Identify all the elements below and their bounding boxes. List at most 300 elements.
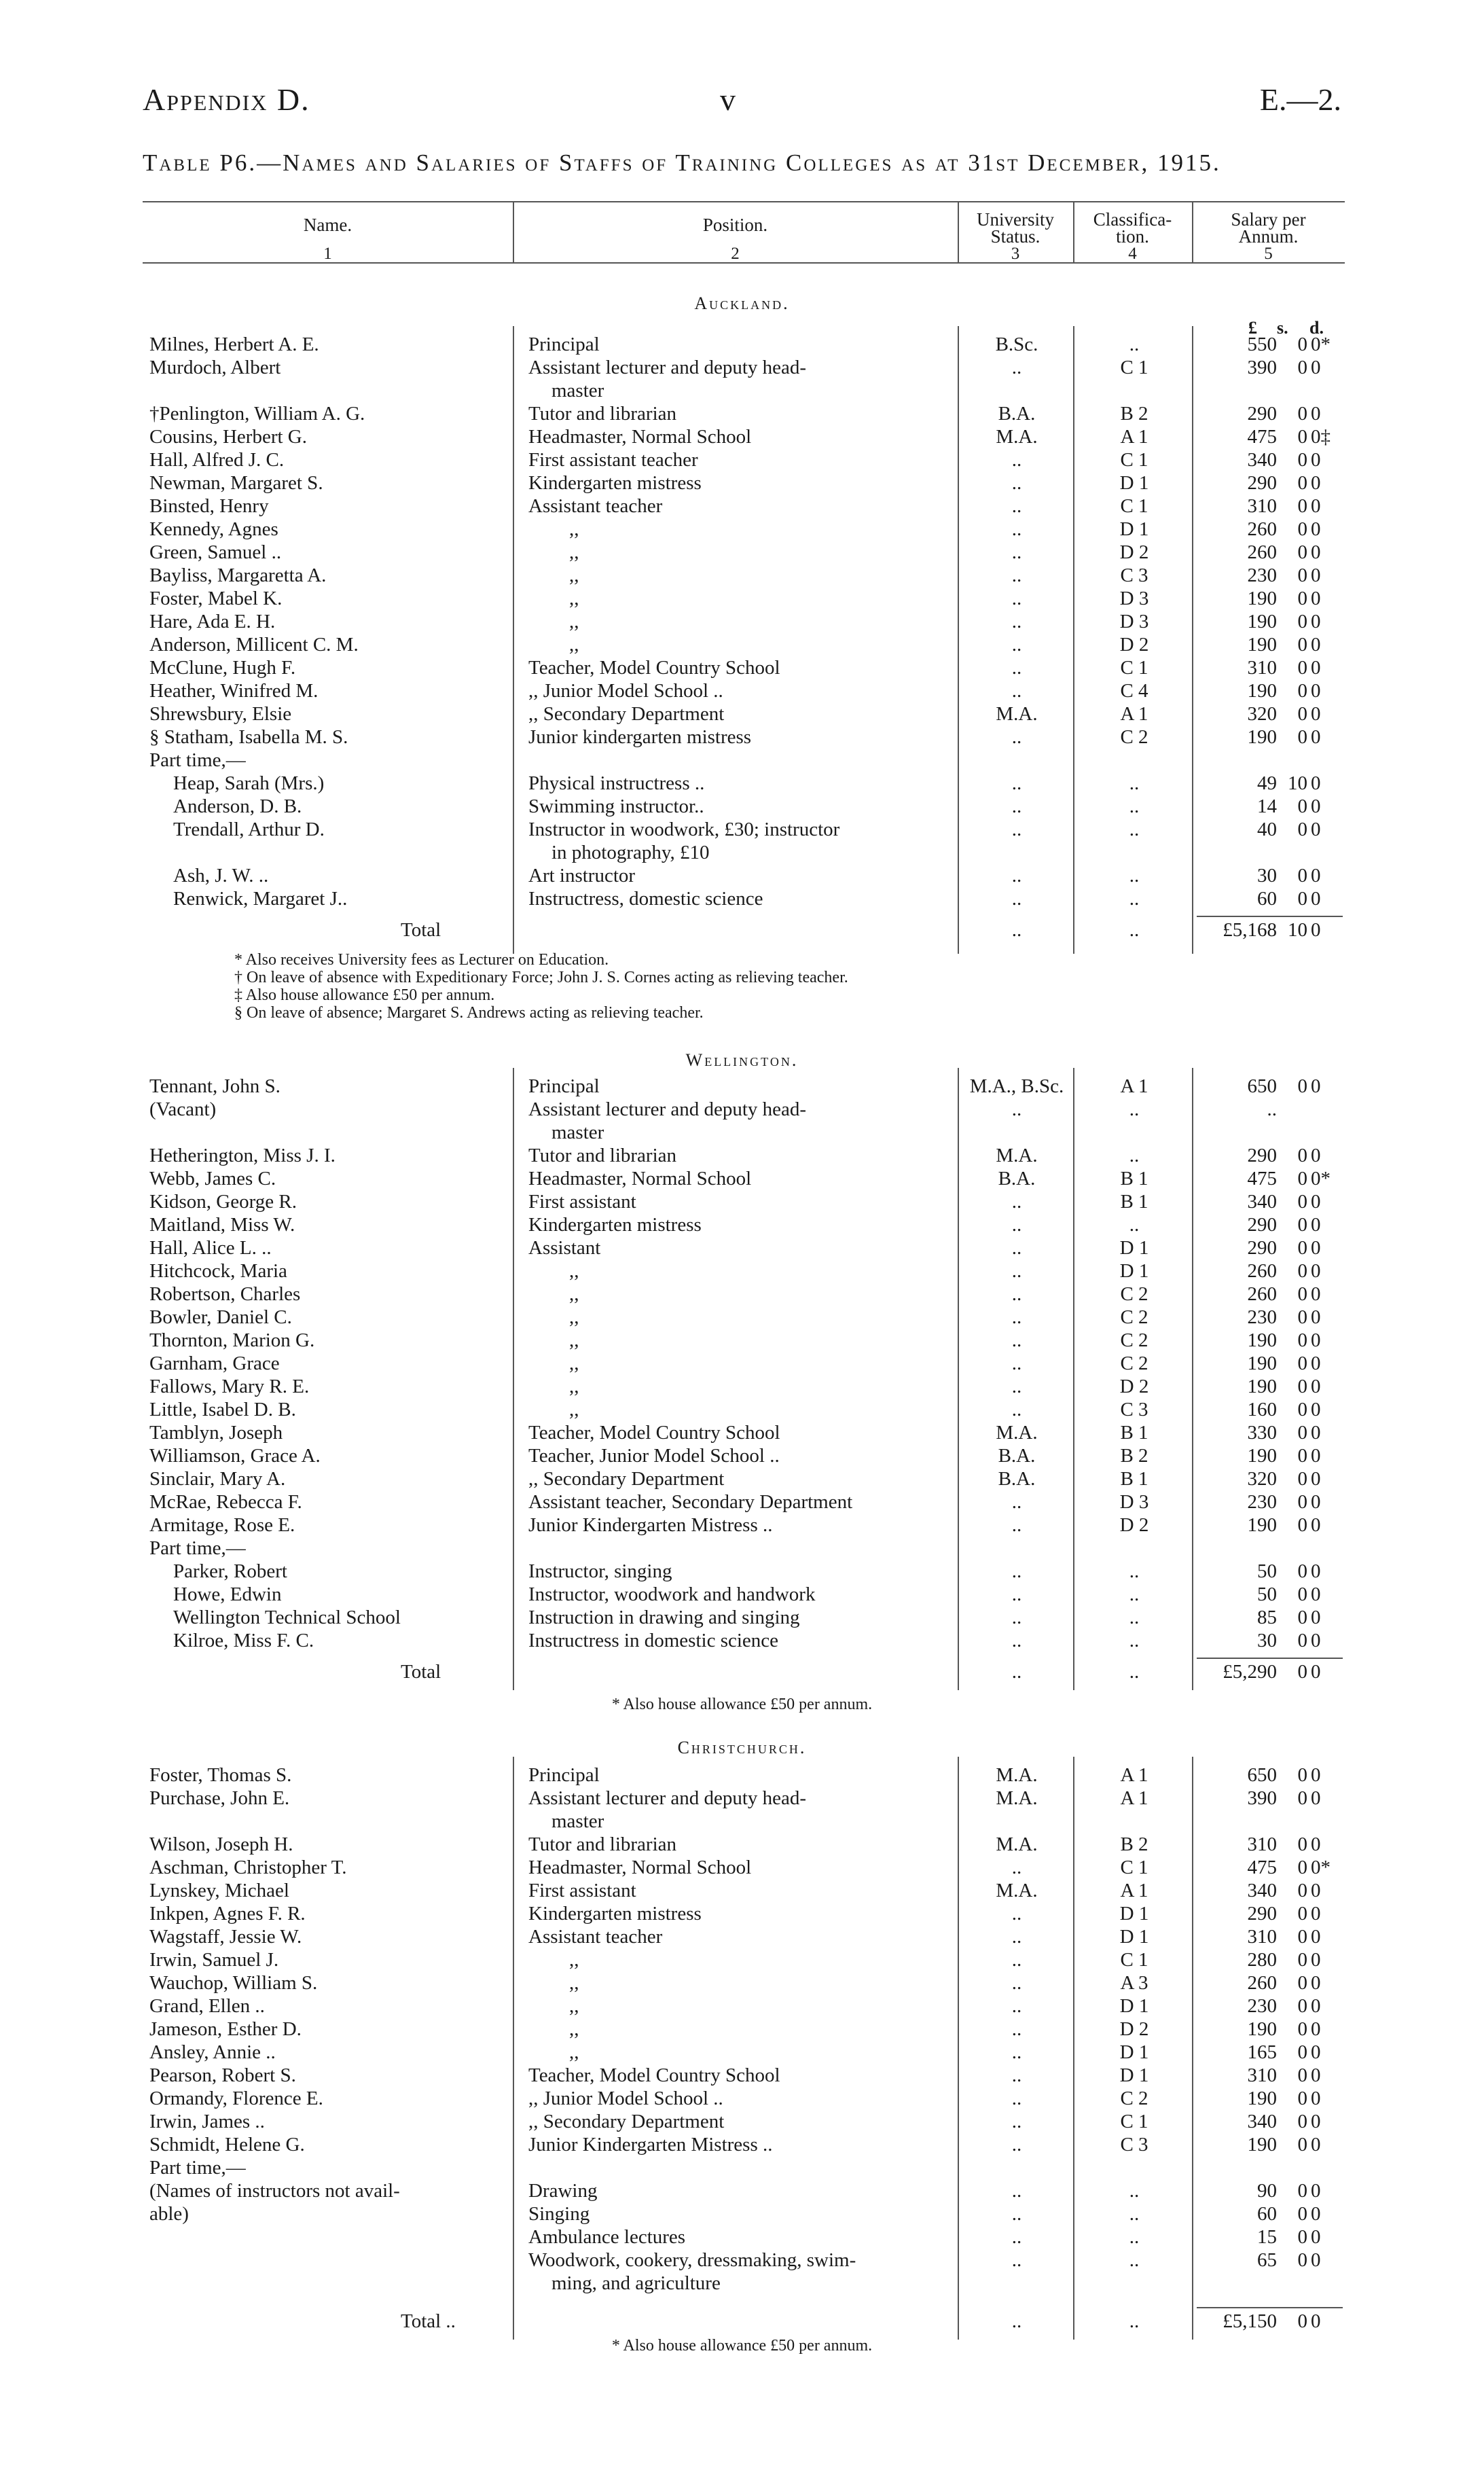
salary-shillings: 0 [1297,1972,1307,1994]
total-pence: 0 [1311,1661,1321,1683]
table-row [0,1787,1484,1810]
classification: C 2 [1120,1353,1148,1374]
staff-position: ,, Junior Model School .. [528,680,723,702]
salary-shillings: 0 [1297,1191,1307,1213]
staff-position: Assistant lecturer and deputy head- [528,1787,807,1809]
classification: A 1 [1120,1075,1148,1097]
staff-name: Renwick, Margaret J.. [173,888,348,910]
salary-shillings: 0 [1297,403,1307,425]
salary-pence: 0 [1311,1283,1321,1305]
staff-position: Instructress, domestic science [528,888,763,910]
salary-pounds: 190 [1247,1353,1277,1374]
staff-name: Robertson, Charles [149,1283,301,1305]
col-university-header-2: Status. [990,226,1040,247]
staff-name: Ansley, Annie .. [149,2041,276,2063]
salary-pounds: 15 [1257,2226,1277,2248]
university-status: M.A. [996,426,1038,448]
salary-shillings: 0 [1297,1468,1307,1490]
classification: A 1 [1120,1880,1148,1901]
salary-shillings: 0 [1297,865,1307,887]
table-row [0,1833,1484,1856]
table-row [0,610,1484,633]
classification: D 1 [1119,1237,1149,1259]
table-row [0,495,1484,518]
salary-pounds: 650 [1247,1075,1277,1097]
table-row [0,795,1484,818]
salary-pounds: 260 [1247,541,1277,563]
salary-pence: 0 [1311,1399,1321,1420]
staff-name: Ash, J. W. .. [173,865,269,887]
university-status: .. [1011,1260,1022,1282]
staff-position: ,, [569,2041,579,2063]
table-row [0,1879,1484,1902]
table-row [0,2087,1484,2110]
salary-pounds: 230 [1247,1306,1277,1328]
staff-name: Kidson, George R. [149,1191,297,1213]
staff-name: Irwin, Samuel J. [149,1949,279,1971]
footnote: § On leave of absence; Margaret S. Andrews acting as relieving teacher. [234,1004,704,1022]
salary-shillings: 10 [1288,772,1307,794]
university-status: .. [1011,1607,1022,1628]
salary-pounds: 190 [1247,588,1277,609]
table-row [0,1764,1484,1787]
staff-name: Maitland, Miss W. [149,1214,295,1236]
staff-name: Tamblyn, Joseph [149,1422,283,1444]
salary-pence: 0 [1311,2064,1321,2086]
classification: D 1 [1119,472,1149,494]
salary-pence: 0 [1311,795,1321,817]
salary-pence: 0 [1311,1903,1321,1925]
total-label: Total .. [401,2310,456,2332]
classification: .. [1129,1145,1140,1166]
table-row [0,1421,1484,1444]
table-row [0,818,1484,841]
staff-name: Hall, Alice L. .. [149,1237,272,1259]
salary-shillings: 0 [1297,1353,1307,1374]
table-row [0,1856,1484,1879]
staff-position: ,, Secondary Department [528,1468,725,1490]
university-status: M.A. [996,1880,1038,1901]
salary-shillings: 0 [1297,1283,1307,1305]
col-divider-1 [513,1757,514,2340]
salary-pounds: 14 [1257,795,1277,817]
staff-position: Woodwork, cookery, dressmaking, swim- [528,2249,856,2271]
table-row [0,2064,1484,2087]
salary-pence: 0 [1311,772,1321,794]
classification: C 2 [1120,1329,1148,1351]
salary-shillings: 0 [1297,795,1307,817]
table-row [0,2110,1484,2133]
salary-shillings: 0 [1297,2111,1307,2132]
staff-position: ,, [569,1329,579,1351]
classification: D 1 [1119,1260,1149,1282]
table-row [0,1236,1484,1259]
university-status: .. [1011,2203,1022,2225]
salary-pence: 0 [1311,449,1321,471]
header-top-rule [143,201,1345,202]
staff-name: Wellington Technical School [173,1607,401,1628]
pence-symbol: d. [1309,318,1324,338]
salary-pence: 0 [1311,1514,1321,1536]
salary-shillings: 0 [1297,1607,1307,1628]
table-row [0,1971,1484,1994]
total-pounds: £5,150 [1223,2310,1277,2332]
classification: C 1 [1120,495,1148,517]
salary-pence: 0 [1311,2249,1321,2271]
salary-pence: 0 [1311,888,1321,910]
staff-position: Physical instructress .. [528,772,705,794]
classification: C 2 [1120,1306,1148,1328]
table-row [0,2249,1484,2272]
salary-shillings: 0 [1297,1376,1307,1397]
staff-name: Irwin, James .. [149,2111,265,2132]
salary-pence: 0 [1311,1376,1321,1397]
total-shillings: 0 [1297,1661,1307,1683]
salary-pence: 0 [1311,1306,1321,1328]
total-classification: .. [1129,919,1140,941]
salary-pence: 0* [1311,1168,1331,1189]
staff-name: Newman, Margaret S. [149,472,323,494]
staff-position: Principal [528,334,600,355]
salary-pence: 0 [1311,1191,1321,1213]
staff-name: McClune, Hugh F. [149,657,296,679]
footnote: * Also receives University fees as Lecturer on Education. [234,951,609,969]
salary-pounds: 190 [1247,634,1277,656]
salary-shillings: 0 [1297,565,1307,586]
salary-pounds: 40 [1257,819,1277,840]
classification: D 3 [1119,1491,1149,1513]
university-status: .. [1011,1306,1022,1328]
salary-pounds: 330 [1247,1422,1277,1444]
table-row [0,2225,1484,2249]
staff-name: Cousins, Herbert G. [149,426,307,448]
table-row [0,2272,1484,2295]
university-status: .. [1011,1995,1022,2017]
staff-position: Teacher, Model Country School [528,1422,780,1444]
classification: C 1 [1120,2111,1148,2132]
col-classification-header-2: tion. [1116,226,1149,247]
total-shillings: 0 [1297,2310,1307,2332]
salary-shillings: 0 [1297,1880,1307,1901]
salary-pounds: 230 [1247,565,1277,586]
total-university: .. [1011,2310,1022,2332]
table-row [0,425,1484,448]
table-row [0,1606,1484,1629]
salary-pence: 0 [1311,1880,1321,1901]
staff-position: in photography, £10 [551,842,710,863]
salary-shillings: 0 [1297,2249,1307,2271]
university-status: .. [1011,657,1022,679]
salary-shillings: 0 [1297,472,1307,494]
table-row [0,518,1484,541]
salary-shillings: 0 [1297,1237,1307,1259]
salary-shillings: 0 [1297,2088,1307,2109]
christchurch-footnote: * Also house allowance £50 per annum. [611,2337,873,2355]
staff-position: ,, [569,1972,579,1994]
salary-pence: 0 [1311,403,1321,425]
table-row [0,333,1484,356]
staff-name: Lynskey, Michael [149,1880,289,1901]
salary-pounds: 290 [1247,1237,1277,1259]
staff-name: Foster, Mabel K. [149,588,283,609]
staff-position: Assistant [528,1237,601,1259]
salary-pounds: 230 [1247,1995,1277,2017]
salary-shillings: 0 [1297,1926,1307,1948]
staff-position: Kindergarten mistress [528,472,702,494]
salary-pounds: 290 [1247,403,1277,425]
staff-name: Heap, Sarah (Mrs.) [173,772,325,794]
salary-pence: 0 [1311,2041,1321,2063]
staff-name: Part time,— [149,749,246,771]
classification: B 2 [1120,1833,1148,1855]
staff-name: Pearson, Robert S. [149,2064,296,2086]
salary-pounds: 190 [1247,2088,1277,2109]
salary-pounds: 190 [1247,726,1277,748]
university-status: .. [1011,680,1022,702]
table-row [0,448,1484,471]
staff-name: Inkpen, Agnes F. R. [149,1903,306,1925]
university-status: .. [1011,518,1022,540]
col-divider-3 [1073,1757,1074,2340]
salary-shillings: 0 [1297,1214,1307,1236]
staff-position: ,, [569,1376,579,1397]
salary-pounds: 65 [1257,2249,1277,2271]
salary-pence: 0 [1311,1214,1321,1236]
table-row [0,356,1484,379]
classification: C 1 [1120,1949,1148,1971]
salary-pence: 0 [1311,1445,1321,1467]
staff-position: Junior Kindergarten Mistress .. [528,2134,773,2155]
salary-shillings: 0 [1297,819,1307,840]
wellington-footnote: * Also house allowance £50 per annum. [611,1696,873,1713]
salary-pounds: 340 [1247,449,1277,471]
salary-pence: 0 [1311,357,1321,378]
total-university: .. [1011,919,1022,941]
col-number-4: 4 [1128,245,1137,263]
staff-name: (Vacant) [149,1098,217,1120]
classification: B 1 [1120,1422,1148,1444]
table-row [0,1560,1484,1583]
salary-shillings: 0 [1297,1514,1307,1536]
staff-position: Instructor, singing [528,1560,672,1582]
salary-pence: 0 [1311,865,1321,887]
university-status: M.A. [996,1422,1038,1444]
staff-position: First assistant [528,1191,636,1213]
university-status: M.A. [996,703,1038,725]
staff-position: ,, Secondary Department [528,703,725,725]
total-label: Total [401,919,441,941]
table-row [0,402,1484,425]
staff-position: Kindergarten mistress [528,1214,702,1236]
salary-pounds: 475 [1247,1168,1277,1189]
salary-pounds: 290 [1247,1903,1277,1925]
salary-shillings: 0 [1297,518,1307,540]
staff-position: Instruction in drawing and singing [528,1607,800,1628]
university-status: .. [1011,611,1022,632]
staff-position: ming, and agriculture [551,2272,721,2294]
col-number-5: 5 [1264,245,1273,263]
staff-name: Aschman, Christopher T. [149,1857,347,1878]
salary-pounds: 30 [1257,1630,1277,1651]
salary-pounds: 190 [1247,1376,1277,1397]
sum-rule [1197,916,1343,917]
staff-name: Webb, James C. [149,1168,276,1189]
table-row [0,2156,1484,2179]
total-university: .. [1011,1661,1022,1683]
footnote: † On leave of absence with Expeditionary Force; John J. S. Cornes acting as relieving teacher. [234,969,848,986]
university-status: .. [1011,772,1022,794]
staff-name: Anderson, D. B. [173,795,302,817]
university-status: .. [1011,1283,1022,1305]
classification: D 1 [1119,2064,1149,2086]
salary-shillings: 0 [1297,1995,1307,2017]
salary-pounds: 310 [1247,657,1277,679]
staff-name: Wagstaff, Jessie W. [149,1926,302,1948]
university-status: .. [1011,1329,1022,1351]
staff-name: Shrewsbury, Elsie [149,703,292,725]
university-status: .. [1011,449,1022,471]
staff-position: Tutor and librarian [528,1145,677,1166]
staff-name: Hall, Alfred J. C. [149,449,285,471]
university-status: .. [1011,2041,1022,2063]
staff-position: Assistant lecturer and deputy head- [528,1098,807,1120]
university-status: .. [1011,2180,1022,2202]
staff-position: Ambulance lectures [528,2226,686,2248]
staff-name: Green, Samuel .. [149,541,282,563]
table-row [0,1902,1484,1925]
table-row [0,1167,1484,1190]
staff-position: Drawing [528,2180,598,2202]
salary-pounds: 340 [1247,1191,1277,1213]
salary-shillings: 0 [1297,726,1307,748]
salary-pounds: 310 [1247,1833,1277,1855]
salary-pence: 0 [1311,588,1321,609]
salary-pence: 0 [1311,1075,1321,1097]
classification: D 2 [1119,634,1149,656]
table-row [0,1467,1484,1490]
table-row [0,1948,1484,1971]
classification: D 2 [1119,541,1149,563]
col-divider-2 [958,326,959,954]
salary-pence: 0 [1311,565,1321,586]
staff-position: Assistant lecturer and deputy head- [528,357,807,378]
salary-pence: 0 [1311,2203,1321,2225]
salary-pence: 0 [1311,1584,1321,1605]
col-divider-3 [1073,1068,1074,1690]
university-status: B.A. [998,403,1036,425]
salary-pounds: 340 [1247,2111,1277,2132]
table-row [0,1283,1484,1306]
salary-pounds: 190 [1247,1514,1277,1536]
salary-shillings: 0 [1297,1422,1307,1444]
salary-pence: 0 [1311,1422,1321,1444]
table-row [0,1075,1484,1098]
university-status: .. [1011,1376,1022,1397]
classification: .. [1129,2203,1140,2225]
classification: .. [1129,2249,1140,2271]
staff-name: Parker, Robert [173,1560,287,1582]
classification: B 2 [1120,1445,1148,1467]
auckland-footnotes [234,951,848,1022]
col-salary-header-1: Salary per [1231,209,1306,230]
salary-pounds: 290 [1247,1214,1277,1236]
classification: .. [1129,1098,1140,1120]
salary-pounds: 260 [1247,518,1277,540]
staff-position: ,, [569,541,579,563]
salary-pounds: 475 [1247,426,1277,448]
salary-pence: 0 [1311,2111,1321,2132]
staff-position: master [551,1122,604,1143]
salary-pence: 0 [1311,2018,1321,2040]
total-pounds: £5,290 [1223,1661,1277,1683]
staff-name: Purchase, John E. [149,1787,290,1809]
table-row [0,772,1484,795]
table-row [0,1537,1484,1560]
staff-position: ,, Junior Model School .. [528,2088,723,2109]
staff-name: Foster, Thomas S. [149,1764,292,1786]
staff-position: Junior Kindergarten Mistress .. [528,1514,773,1536]
salary-pounds: 550 [1247,334,1277,355]
university-status: M.A., B.Sc. [969,1075,1064,1097]
salary-pounds: 320 [1247,1468,1277,1490]
staff-position: Instructress in domestic science [528,1630,779,1651]
staff-position: Tutor and librarian [528,1833,677,1855]
classification: D 3 [1119,588,1149,609]
classification: .. [1129,888,1140,910]
staff-position: Assistant teacher [528,1926,663,1948]
salary-shillings: 0 [1297,634,1307,656]
salary-shillings: 0 [1297,1399,1307,1420]
salary-shillings: 0 [1297,1903,1307,1925]
page-number: v [720,82,736,117]
university-status: .. [1011,357,1022,378]
classification: .. [1129,772,1140,794]
staff-position: Junior kindergarten mistress [528,726,752,748]
total-row [0,918,1484,942]
table-row [0,2018,1484,2041]
university-status: .. [1011,1926,1022,1948]
classification: D 1 [1119,1995,1149,2017]
staff-name: Wilson, Joseph H. [149,1833,293,1855]
salary-pounds: 165 [1247,2041,1277,2063]
staff-position: ,, [569,1260,579,1282]
salary-pence: 0* [1311,334,1331,355]
staff-name: Trendall, Arthur D. [173,819,325,840]
classification: C 2 [1120,726,1148,748]
salary-shillings: 0 [1297,357,1307,378]
salary-pence: 0 [1311,541,1321,563]
salary-pounds: 230 [1247,1491,1277,1513]
staff-name: Little, Isabel D. B. [149,1399,296,1420]
salary-pence: 0 [1311,1329,1321,1351]
salary-pounds: 260 [1247,1283,1277,1305]
salary-pounds: 190 [1247,680,1277,702]
salary-shillings: 0 [1297,588,1307,609]
university-status: .. [1011,541,1022,563]
salary-pounds: 90 [1257,2180,1277,2202]
sum-rule [1197,1658,1343,1659]
staff-position: Headmaster, Normal School [528,1168,752,1189]
university-status: .. [1011,588,1022,609]
staff-name: Garnham, Grace [149,1353,280,1374]
staff-name: able) [149,2203,189,2225]
university-status: .. [1011,1399,1022,1420]
table-row [0,633,1484,656]
classification: .. [1129,2180,1140,2202]
staff-name: Williamson, Grace A. [149,1445,321,1467]
staff-position: ,, [569,1949,579,1971]
table-row [0,1925,1484,1948]
